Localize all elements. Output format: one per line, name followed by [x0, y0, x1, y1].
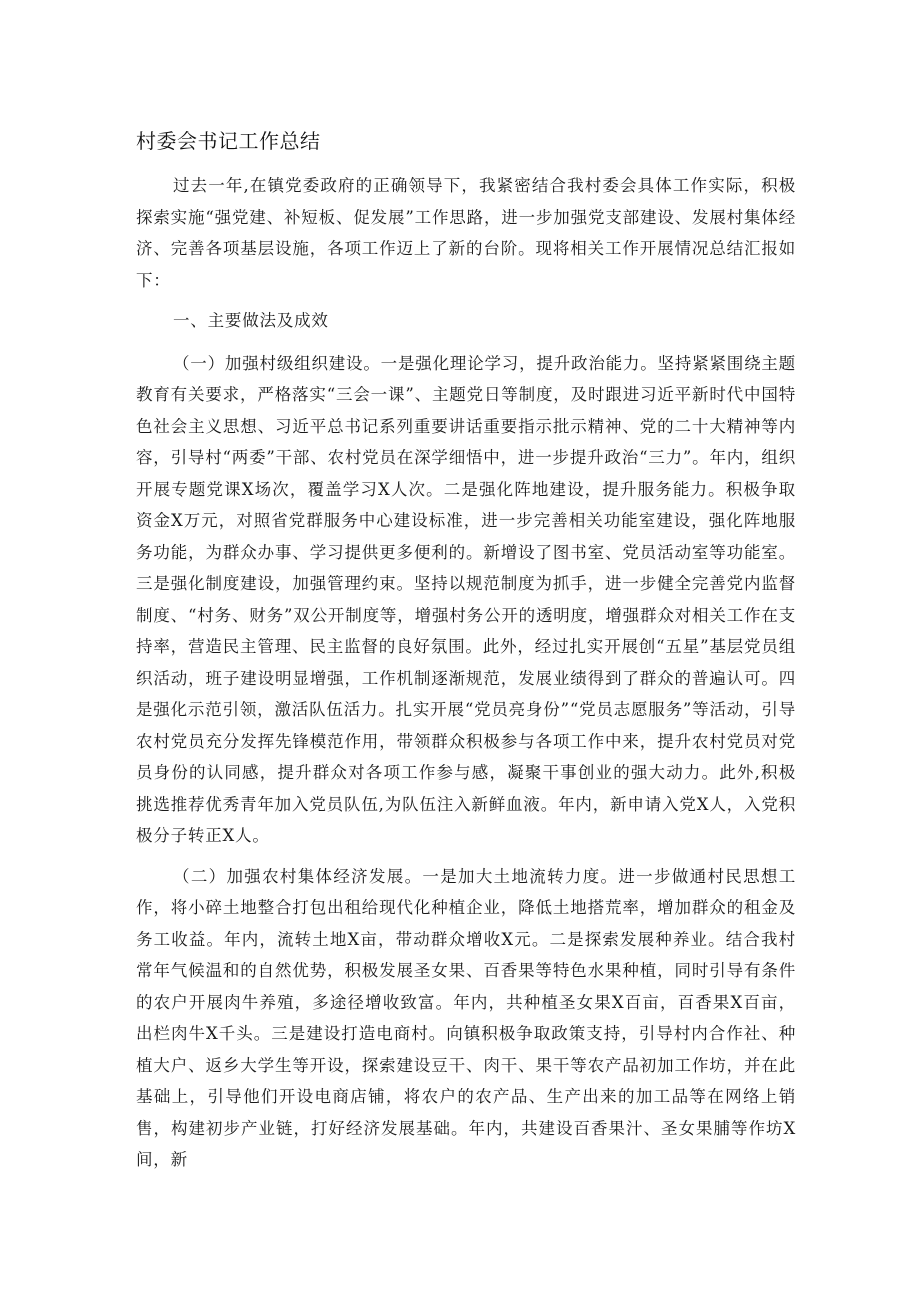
document-title: 村委会书记工作总结 [136, 129, 321, 153]
intro-paragraph: 过去一年,在镇党委政府的正确领导下，我紧密结合我村委会具体工作实际，积极探索实施“强党建、补短板、促发展”工作思路，进一步加强党支部建设、发展村集体经济、完善各项基层设施，各项工作迈上了新的台阶。现将相关工作开展情况总结汇报如下： [136, 176, 796, 290]
collective-economy-paragraph: （二）加强农村集体经济发展。一是加大土地流转力度。进一步做通村民思想工作，将小碎土地整合打包出租给现代化种植企业，降低土地搭荒率，增加群众的租金及务工收益。年内，流转土地X亩，带动群众增收X元。二是探索发展种养业。结合我村常年气候温和的自然优势，积极发展圣女果、百香果等特色水果种植，同时引导有条件的农户开展肉牛养殖，多途径增收致富。年内，共种植圣女果X百亩，百香果X百亩，出栏肉牛X千头。三是建设打造电商村。向镇积极争取政策支持，引导村内合作社、种植大户、返乡大学生等开设，探索建设豆干、肉干、果干等农产品初加工作坊，并在此基础上，引导他们开设电商店铺，将农户的农产品、生产出来的加工品等在网络上销售，构建初步产业链，打好经济发展基础。年内，共建设百香果汁、圣女果脯等作坊X间，新 [136, 866, 796, 1169]
section-heading: 一、主要做法及成效 [173, 311, 329, 330]
organization-building-paragraph: （一）加强村级组织建设。一是强化理论学习，提升政治能力。坚持紧紧围绕主题教育有关要求，严格落实“三会一课”、主题党日等制度，及时跟进习近平新时代中国特色社会主义思想、习近平总书记系列重要讲话重要指示批示精神、党的二十大精神等内容，引导村“两委”干部、农村党员在深学细悟中，进一步提升政治“三力”。年内，组织开展专题党课X场次，覆盖学习X人次。二是强化阵地建设，提升服务能力。积极争取资金X万元，对照省党群服务中心建设标准，进一步完善相关功能室建设，强化阵地服务功能，为群众办事、学习提供更多便利的。新增设了图书室、党员活动室等功能室。三是强化制度建设，加强管理约束。坚持以规范制度为抓手，进一步健全完善党内监督制度、“村务、财务”双公开制度等，增强村务公开的透明度，增强群众对相关工作在支持率，营造民主管理、民主监督的良好氛围。此外，经过扎实开展创“五星”基层党员组织活动，班子建设明显增强，工作机制逐渐规范，发展业绩得到了群众的普遍认可。四是强化示范引领，激活队伍活力。扎实开展“党员亮身份”“党员志愿服务”等活动，引导农村党员充分发挥先锋模范作用，带领群众积极参与各项工作中来，提升农村党员对党员身份的认同感，提升群众对各项工作参与感，凝聚干事创业的强大动力。此外,积极挑选推荐优秀青年加入党员队伍,为队伍注入新鲜血液。年内，新申请入党X人，入党积极分子转正X人。 [136, 353, 796, 845]
document-body [136, 170, 796, 1185]
